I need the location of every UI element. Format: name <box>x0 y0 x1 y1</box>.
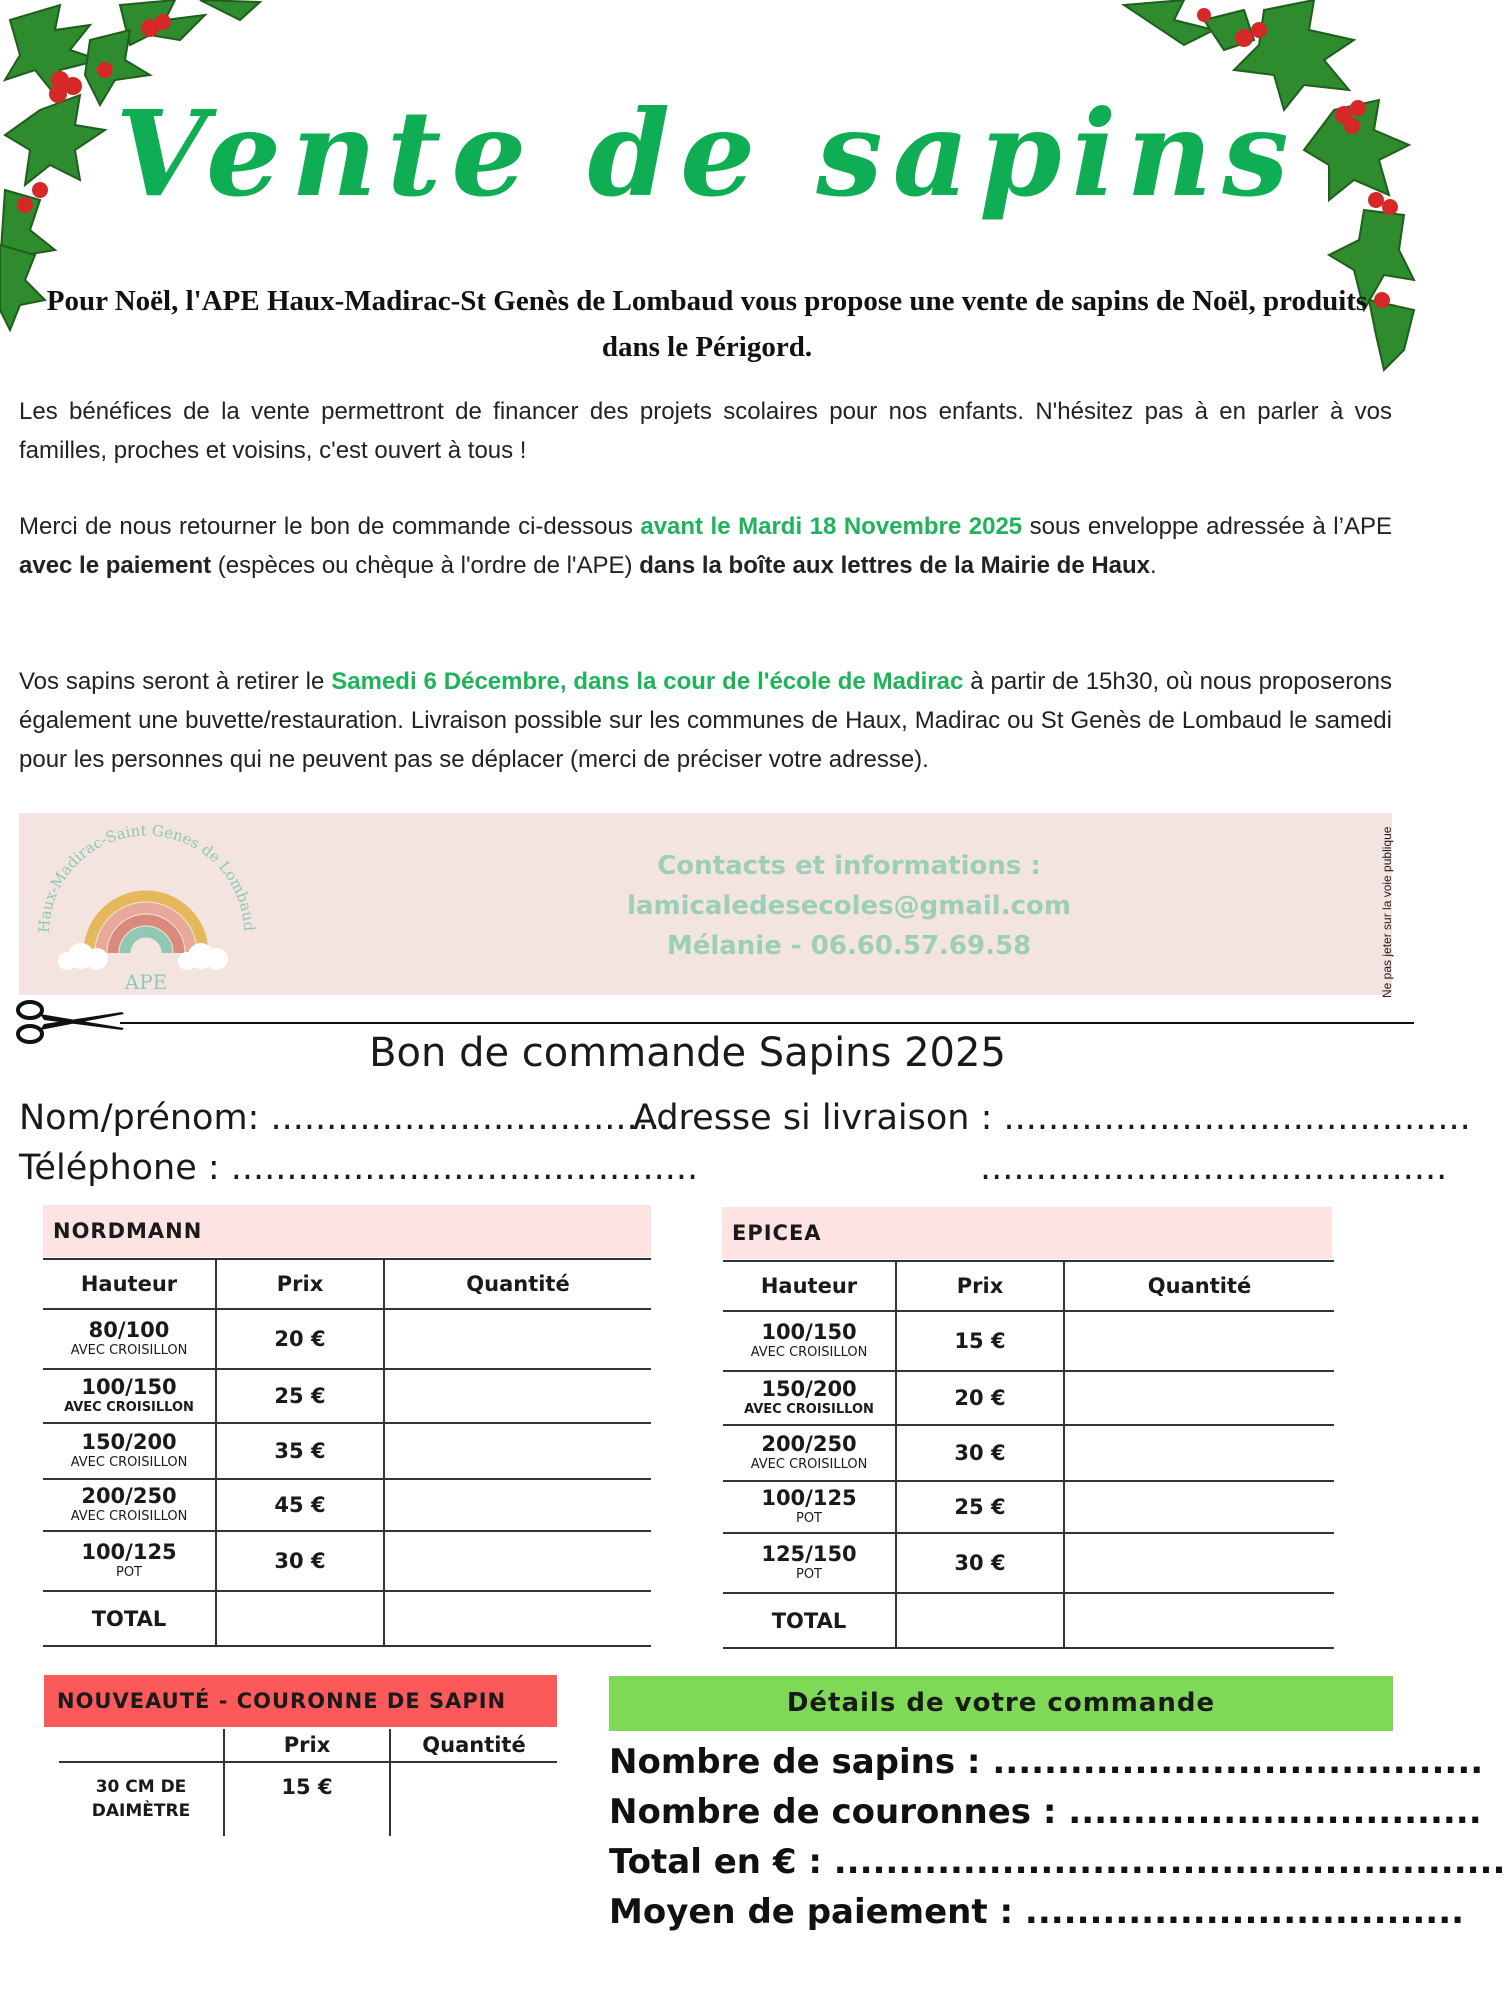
tree-size: 100/150 <box>81 1375 177 1399</box>
page-title: Vente de sapins <box>115 84 1299 223</box>
logo-arc-text: Haux-Madirac-Saint Genes de Lombaud <box>34 821 259 934</box>
ape-rainbow-logo <box>19 813 269 995</box>
total-qty-cell[interactable] <box>1064 1593 1334 1648</box>
benefits-paragraph: Les bénéfices de la vente permettront de financer des projets scolaires pour nos enfants. N'hésitez pas à en parler à vos familles, proches et voisins, c'est ouvert à tous ! <box>19 398 1392 464</box>
col-height: Hauteur <box>43 1259 216 1309</box>
quantity-cell[interactable] <box>1064 1425 1334 1481</box>
tree-type: POT <box>115 1565 142 1580</box>
tree-price: 20 € <box>216 1309 384 1369</box>
order-form-title: Bon de commande Sapins 2025 <box>369 1030 1006 1076</box>
tree-size: 200/250 <box>81 1484 177 1508</box>
tree-count-field[interactable]: Nombre de sapins : ...................................... <box>609 1742 1484 1782</box>
address-field-continued[interactable]: .......................................... <box>980 1148 1448 1188</box>
quantity-cell[interactable] <box>1064 1481 1334 1533</box>
col-height: Hauteur <box>723 1261 896 1311</box>
order-details-title: Détails de votre commande <box>609 1676 1393 1731</box>
tree-price: 30 € <box>216 1531 384 1591</box>
tree-size: 100/150 <box>761 1320 857 1344</box>
col-blank <box>59 1729 224 1762</box>
col-price: Prix <box>896 1261 1064 1311</box>
quantity-cell[interactable] <box>1064 1311 1334 1371</box>
tree-size: 200/250 <box>761 1432 857 1456</box>
name-field[interactable]: Nom/prénom: .................................... <box>19 1098 671 1138</box>
total-row <box>723 1593 1334 1648</box>
epicea-title: EPICEA <box>722 1207 1332 1259</box>
total-qty-cell[interactable] <box>384 1591 651 1646</box>
tree-type: AVEC CROISILLON <box>744 1402 874 1417</box>
total-label: TOTAL <box>43 1591 216 1646</box>
tree-type: POT <box>795 1511 822 1526</box>
tree-price: 20 € <box>896 1371 1064 1425</box>
tree-size: 150/200 <box>81 1430 177 1454</box>
tree-type: AVEC CROISILLON <box>70 1343 188 1358</box>
col-qty: Quantité <box>390 1729 557 1762</box>
quantity-cell[interactable] <box>1064 1533 1334 1593</box>
wreath-table <box>59 1729 557 1836</box>
table-row <box>43 1423 651 1479</box>
tree-price: 30 € <box>896 1425 1064 1481</box>
total-price-cell[interactable] <box>896 1593 1064 1648</box>
quantity-cell[interactable] <box>384 1369 651 1423</box>
cut-line <box>120 1022 1414 1024</box>
table-header-row <box>59 1729 557 1762</box>
wreath-price: 15 € <box>224 1762 390 1836</box>
contact-phone: Mélanie - 06.60.57.69.58 <box>666 931 1032 961</box>
col-qty: Quantité <box>384 1259 651 1309</box>
quantity-cell[interactable] <box>384 1423 651 1479</box>
tree-price: 45 € <box>216 1479 384 1531</box>
quantity-cell[interactable] <box>390 1762 557 1836</box>
nordmann-table <box>43 1258 651 1647</box>
contact-box <box>19 813 1392 995</box>
total-row <box>43 1591 651 1646</box>
nordmann-title: NORDMANN <box>43 1205 651 1257</box>
table-row <box>723 1311 1334 1371</box>
tree-price: 25 € <box>216 1369 384 1423</box>
logo-ape-label: APE <box>124 970 168 994</box>
side-note: Ne pas jeter sur la voie publique <box>1380 826 1394 998</box>
return-instructions-paragraph: Merci de nous retourner le bon de commande ci-dessous avant le Mardi 18 Novembre 2025 sous enveloppe adressée à l’APE avec le paiement (espèces ou chèque à l'ordre de l'APE) dans la boîte aux lettres de la Mairie de Haux. <box>19 513 1392 579</box>
tree-type: AVEC CROISILLON <box>70 1509 188 1524</box>
total-label: TOTAL <box>723 1593 896 1648</box>
total-amount-field[interactable]: Total en € : .................................................... <box>609 1842 1505 1882</box>
quantity-cell[interactable] <box>384 1479 651 1531</box>
wreath-count-field[interactable]: Nombre de couronnes : ................................ <box>609 1792 1482 1832</box>
contact-info <box>459 846 1239 966</box>
address-field[interactable]: Adresse si livraison : .......................................... <box>633 1098 1471 1138</box>
tree-price: 15 € <box>896 1311 1064 1371</box>
total-price-cell[interactable] <box>216 1591 384 1646</box>
table-header-row <box>43 1259 651 1309</box>
table-row <box>43 1479 651 1531</box>
pickup-paragraph: Vos sapins seront à retirer le Samedi 6 Décembre, dans la cour de l'école de Madirac à partir de 15h30, où nous proposerons également une buvette/restauration. Livraison possible sur les communes de Haux, Madirac ou St Genès de Lombaud le samedi pour les personnes qui ne peuvent pas se déplacer (merci de préciser votre adresse). <box>19 668 1392 773</box>
col-price: Prix <box>224 1729 390 1762</box>
table-row <box>723 1371 1334 1425</box>
table-row <box>723 1533 1334 1593</box>
tree-size: 80/100 <box>88 1318 170 1342</box>
tree-price: 25 € <box>896 1481 1064 1533</box>
table-row <box>723 1481 1334 1533</box>
phone-field[interactable]: Téléphone : .......................................... <box>19 1148 699 1188</box>
tree-size: 125/150 <box>761 1542 857 1566</box>
tree-type: AVEC CROISILLON <box>70 1455 188 1470</box>
wreath-size-line2: DAIMÈTRE <box>91 1801 191 1821</box>
tree-size: 100/125 <box>761 1486 857 1510</box>
col-price: Prix <box>216 1259 384 1309</box>
epicea-table <box>723 1260 1334 1649</box>
wreath-size-line1: 30 CM DE <box>95 1777 187 1797</box>
table-row <box>723 1425 1334 1481</box>
quantity-cell[interactable] <box>384 1531 651 1591</box>
tree-type: AVEC CROISILLON <box>750 1457 868 1472</box>
payment-method-field[interactable]: Moyen de paiement : .................................. <box>609 1892 1465 1932</box>
quantity-cell[interactable] <box>384 1309 651 1369</box>
tree-price: 35 € <box>216 1423 384 1479</box>
tree-type: AVEC CROISILLON <box>750 1345 868 1360</box>
tree-type: POT <box>795 1567 822 1582</box>
col-qty: Quantité <box>1064 1261 1334 1311</box>
intro-text: Pour Noël, l'APE Haux-Madirac-St Genès de Lombaud vous propose une vente de sapins de Noël, produits dans le Périgord. <box>46 285 1368 363</box>
table-row <box>43 1309 651 1369</box>
tree-size: 100/125 <box>81 1540 177 1564</box>
contact-heading: Contacts et informations : <box>657 851 1041 881</box>
contact-email: lamicaledesecoles@gmail.com <box>627 891 1071 921</box>
tree-price: 30 € <box>896 1533 1064 1593</box>
tree-type: AVEC CROISILLON <box>64 1400 194 1415</box>
table-row <box>59 1762 557 1836</box>
table-row <box>43 1531 651 1591</box>
tree-size: 150/200 <box>761 1377 857 1401</box>
table-row <box>43 1369 651 1423</box>
wreath-title: NOUVEAUTÉ - COURONNE DE SAPIN <box>44 1675 557 1727</box>
quantity-cell[interactable] <box>1064 1371 1334 1425</box>
table-header-row <box>723 1261 1334 1311</box>
